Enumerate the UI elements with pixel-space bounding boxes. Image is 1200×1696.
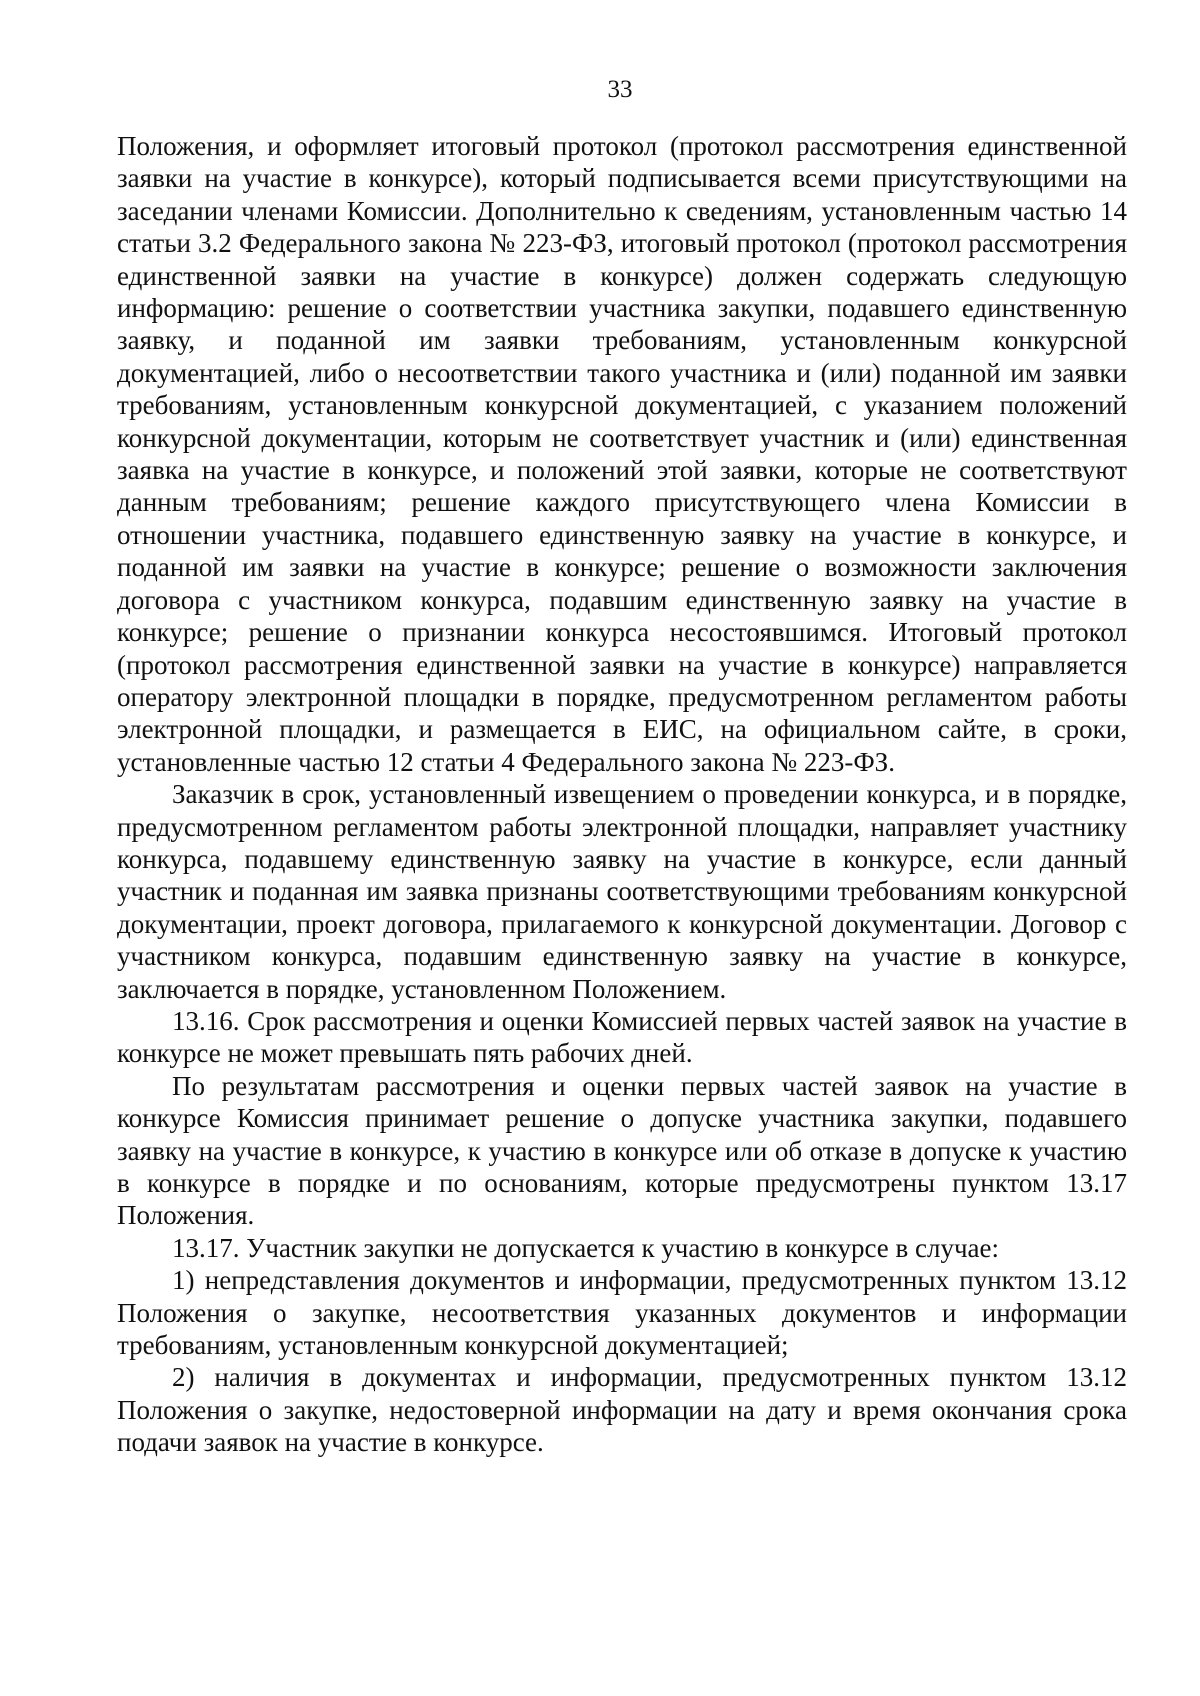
paragraph-13-17: 13.17. Участник закупки не допускается к участию в конкурсе в случае: xyxy=(172,1232,1000,1263)
page-number: 33 xyxy=(607,76,633,103)
list-item-2: 2) наличия в документах и информации, предусмотренных пунктом 13.12 Положения о закупке, недостоверной информации на дату и время окончания срока подачи заявок на участие в конкурсе. xyxy=(117,1362,1127,1458)
list-item-1: 1) непредставления документов и информации, предусмотренных пунктом 13.12 Положения о закупке, несоответствия указанных документов и информации требованиям, установленным конкурсной документацией; xyxy=(117,1265,1127,1361)
paragraph-admission-decision: По результатам рассмотрения и оценки первых частей заявок на участие в конкурсе Комиссия принимает решение о допуске участника закупки, подавшего заявку на участие в конкурсе, к участию в конкурсе или об отказе в допуске к участию в конкурсе в порядке и по основаниям, которые предусмотрены пунктом 13.17 Положения. xyxy=(117,1070,1127,1231)
paragraph-customer-sends-contract: Заказчик в срок, установленный извещением о проведении конкурса, и в порядке, предусмотренном регламентом работы электронной площадки, направляет участнику конкурса, подавшему единственную заявку на участие в конкурсе, если данный участник и поданная им заявка признаны соответствующими требованиям конкурсной документации, проект договора, прилагаемого к конкурсной документации. Договор с участником конкурса, подавшим единственную заявку на участие в конкурсе, заключается в порядке, установленном Положением. xyxy=(117,779,1127,1004)
paragraph-protocol-continuation: Положения, и оформляет итоговый протокол (протокол рассмотрения единственной заявки на участие в конкурсе), который подписывается всеми присутствующими на заседании членами Комиссии. Дополнительно к сведениям, установленным частью 14 статьи 3.2 Федерального закона № 223-ФЗ, итоговый протокол (протокол рассмотрения единственной заявки на участие в конкурсе) должен содержать следующую информацию: решение о соответствии участника закупки, подавшего единственную заявку, и поданной им заявки требованиям, установленным конкурсной документацией, либо о несоответствии такого участника и (или) поданной им заявки требованиям, установленным конкурсной документацией, с указанием положений конкурсной документации, которым не соответствует участник и (или) единственная заявка на участие в конкурсе, и положений этой заявки, которые не соответствуют данным требованиям; решение каждого присутствующего члена Комиссии в отношении участника, подавшего единственную заявку на участие в конкурсе, и поданной им заявки на участие в конкурсе; решение о возможности заключения договора с участником конкурса, подавшим единственную заявку на участие в конкурсе; решение о признании конкурса несостоявшимся. Итоговый протокол (протокол рассмотрения единственной заявки на участие в конкурсе) направляется оператору электронной площадки в порядке, предусмотренном регламентом работы электронной площадки, и размещается в ЕИС, на официальном сайте, в сроки, установленные частью 12 статьи 4 Федерального закона № 223-ФЗ. xyxy=(117,131,1127,777)
document-body xyxy=(117,130,1127,1459)
paragraph-13-16: 13.16. Срок рассмотрения и оценки Комиссией первых частей заявок на участие в конкурсе не может превышать пять рабочих дней. xyxy=(117,1005,1127,1069)
